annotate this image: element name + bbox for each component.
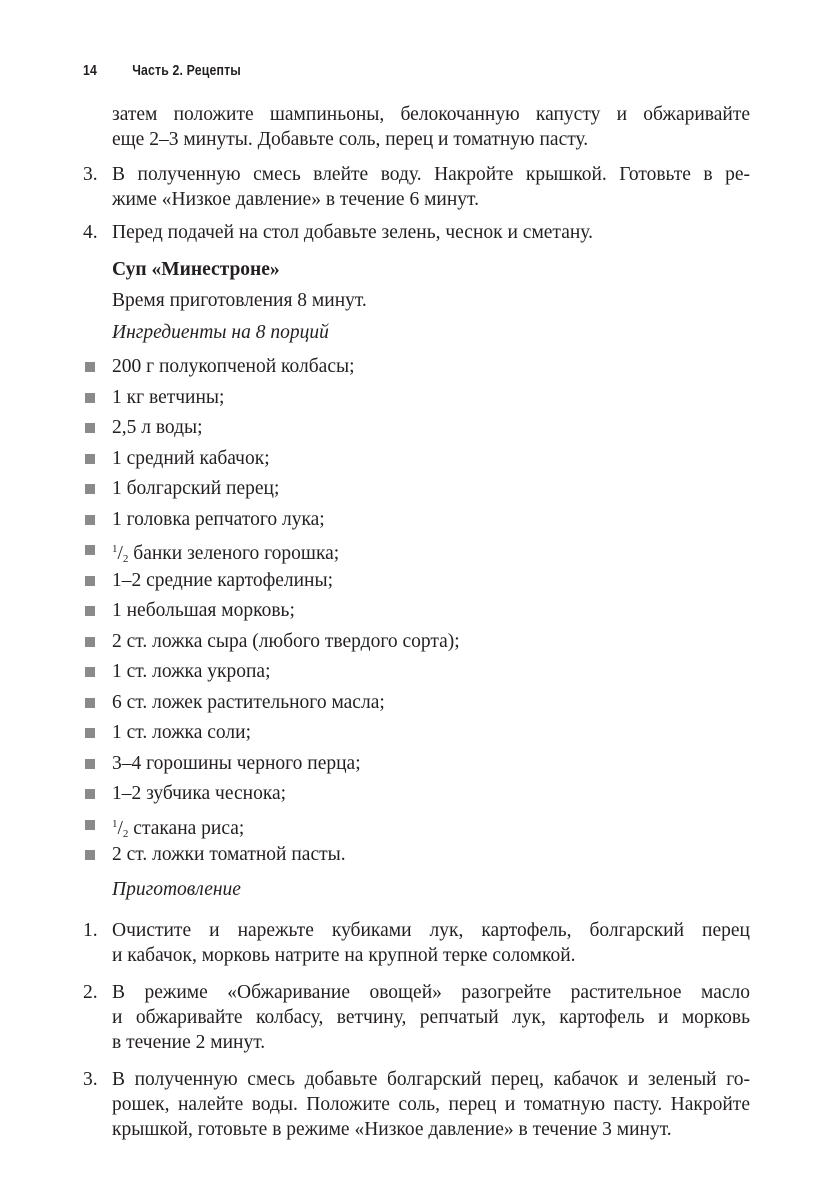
continuation-paragraph bbox=[112, 102, 750, 152]
step-number: 1. bbox=[83, 920, 98, 941]
ingredient-item bbox=[112, 476, 750, 501]
text-line: жиме «Низкое давление» в течение 6 минут. bbox=[112, 189, 479, 210]
page-number: 14 bbox=[83, 62, 98, 79]
bullet-square-icon bbox=[85, 637, 95, 647]
ingredient-text: 3–4 горошины черного перца; bbox=[112, 752, 361, 774]
text-line: рошек, налейте воды. Положите соль, перец и томатную пасту. Накройте bbox=[112, 1094, 750, 1115]
ingredient-text: 1–2 средние картофелины; bbox=[112, 569, 334, 591]
ingredient-item bbox=[112, 385, 750, 410]
text-line: затем положите шампиньоны, белокочанную капусту и обжаривайте bbox=[112, 104, 750, 125]
ingredient-text: 2,5 л воды; bbox=[112, 417, 203, 438]
ingredient-item bbox=[112, 354, 750, 379]
ingredient-text: 1–2 зубчика чеснока; bbox=[112, 783, 287, 804]
running-header bbox=[83, 62, 241, 79]
bullet-square-icon bbox=[85, 545, 95, 555]
ingredient-item bbox=[112, 751, 750, 776]
text-line: В режиме «Обжаривание овощей» разогрейте растительное масло bbox=[112, 982, 750, 1003]
bullet-square-icon bbox=[85, 820, 95, 830]
text-line: и кабачок, морковь натрите на крупной терке соломкой. bbox=[112, 945, 576, 966]
ingredient-text: 2 ст. ложки томатной пасты. bbox=[112, 844, 346, 865]
text-line: еще 2–3 минуты. Добавьте соль, перец и томатную пасту. bbox=[112, 129, 589, 150]
bullet-square-icon bbox=[85, 728, 95, 738]
ingredient-item bbox=[112, 629, 750, 654]
bullet-square-icon bbox=[85, 362, 95, 372]
ingredients-heading: Ингредиенты на 8 порций bbox=[112, 322, 329, 343]
step-number: 3. bbox=[83, 1069, 98, 1090]
bullet-square-icon bbox=[85, 576, 95, 586]
ingredient-text: 1 болгарский перец; bbox=[112, 478, 280, 499]
step-number: 2. bbox=[83, 982, 98, 1003]
ingredient-text: 1 небольшая морковь; bbox=[112, 600, 295, 621]
step-item bbox=[83, 162, 750, 212]
ingredient-text: 1 ст. ложка укропа; bbox=[112, 661, 271, 682]
ingredient-item bbox=[112, 568, 750, 593]
bullet-square-icon bbox=[85, 454, 95, 464]
bullet-square-icon bbox=[85, 789, 95, 799]
bullet-square-icon bbox=[85, 698, 95, 708]
text-line: В полученную смесь добавьте болгарский перец, кабачок и зеленый го- bbox=[112, 1069, 750, 1090]
ingredient-item bbox=[112, 659, 750, 684]
step-item bbox=[83, 220, 750, 245]
ingredient-item bbox=[112, 690, 750, 715]
running-title: Часть 2. Рецепты bbox=[132, 62, 241, 79]
ingredient-text: 2 ст. ложка сыра (любого твердого сорта); bbox=[112, 630, 460, 652]
text-line: в течение 2 минут. bbox=[112, 1032, 266, 1053]
ingredient-text: 6 ст. ложек растительного масла; bbox=[112, 691, 385, 713]
bullet-square-icon bbox=[85, 393, 95, 403]
step-item bbox=[83, 980, 750, 1055]
text-line: и обжаривайте колбасу, ветчину, репчатый лук, картофель и морковь bbox=[112, 1007, 750, 1028]
bullet-square-icon bbox=[85, 850, 95, 860]
step-number: 3. bbox=[83, 164, 98, 185]
step-number: 4. bbox=[83, 222, 98, 243]
bullet-square-icon bbox=[85, 606, 95, 616]
recipe-title: Суп «Минестроне» bbox=[112, 259, 280, 280]
bullet-square-icon bbox=[85, 759, 95, 769]
bullet-square-icon bbox=[85, 515, 95, 525]
ingredient-item bbox=[112, 507, 750, 532]
bullet-square-icon bbox=[85, 484, 95, 494]
ingredient-item bbox=[112, 842, 750, 867]
preparation-heading: Приготовление bbox=[112, 879, 241, 900]
ingredient-text: 1 средний кабачок; bbox=[112, 447, 270, 469]
ingredient-text: $^1/_2$ банки зеленого горошка; bbox=[112, 543, 340, 565]
ingredient-text: 200 г полукопченой колбасы; bbox=[112, 356, 355, 377]
text-line: крышкой, готовьте в режиме «Низкое давление» в течение 3 минут. bbox=[112, 1119, 672, 1140]
text-line: Перед подачей на стол добавьте зелень, чеснок и сметану. bbox=[112, 222, 593, 243]
text-line: В полученную смесь влейте воду. Накройте крышкой. Готовьте в ре- bbox=[112, 164, 750, 185]
ingredient-text: 1 кг ветчины; bbox=[112, 386, 225, 408]
ingredient-text: 1 головка репчатого лука; bbox=[112, 508, 325, 530]
ingredient-item bbox=[112, 446, 750, 471]
cooking-time: Время приготовления 8 минут. bbox=[112, 290, 367, 311]
step-item bbox=[83, 1067, 750, 1142]
step-item bbox=[83, 918, 750, 968]
bullet-square-icon bbox=[85, 667, 95, 677]
bullet-square-icon bbox=[85, 423, 95, 433]
ingredient-text: $^1/_2$ стакана риса; bbox=[112, 817, 245, 840]
text-line: Очистите и нарежьте кубиками лук, картофель, болгарский перец bbox=[112, 920, 750, 941]
ingredient-item bbox=[112, 720, 750, 745]
ingredient-item bbox=[112, 415, 750, 440]
ingredient-item bbox=[112, 781, 750, 806]
ingredient-item bbox=[112, 598, 750, 623]
ingredient-text: 1 ст. ложка соли; bbox=[112, 722, 251, 743]
